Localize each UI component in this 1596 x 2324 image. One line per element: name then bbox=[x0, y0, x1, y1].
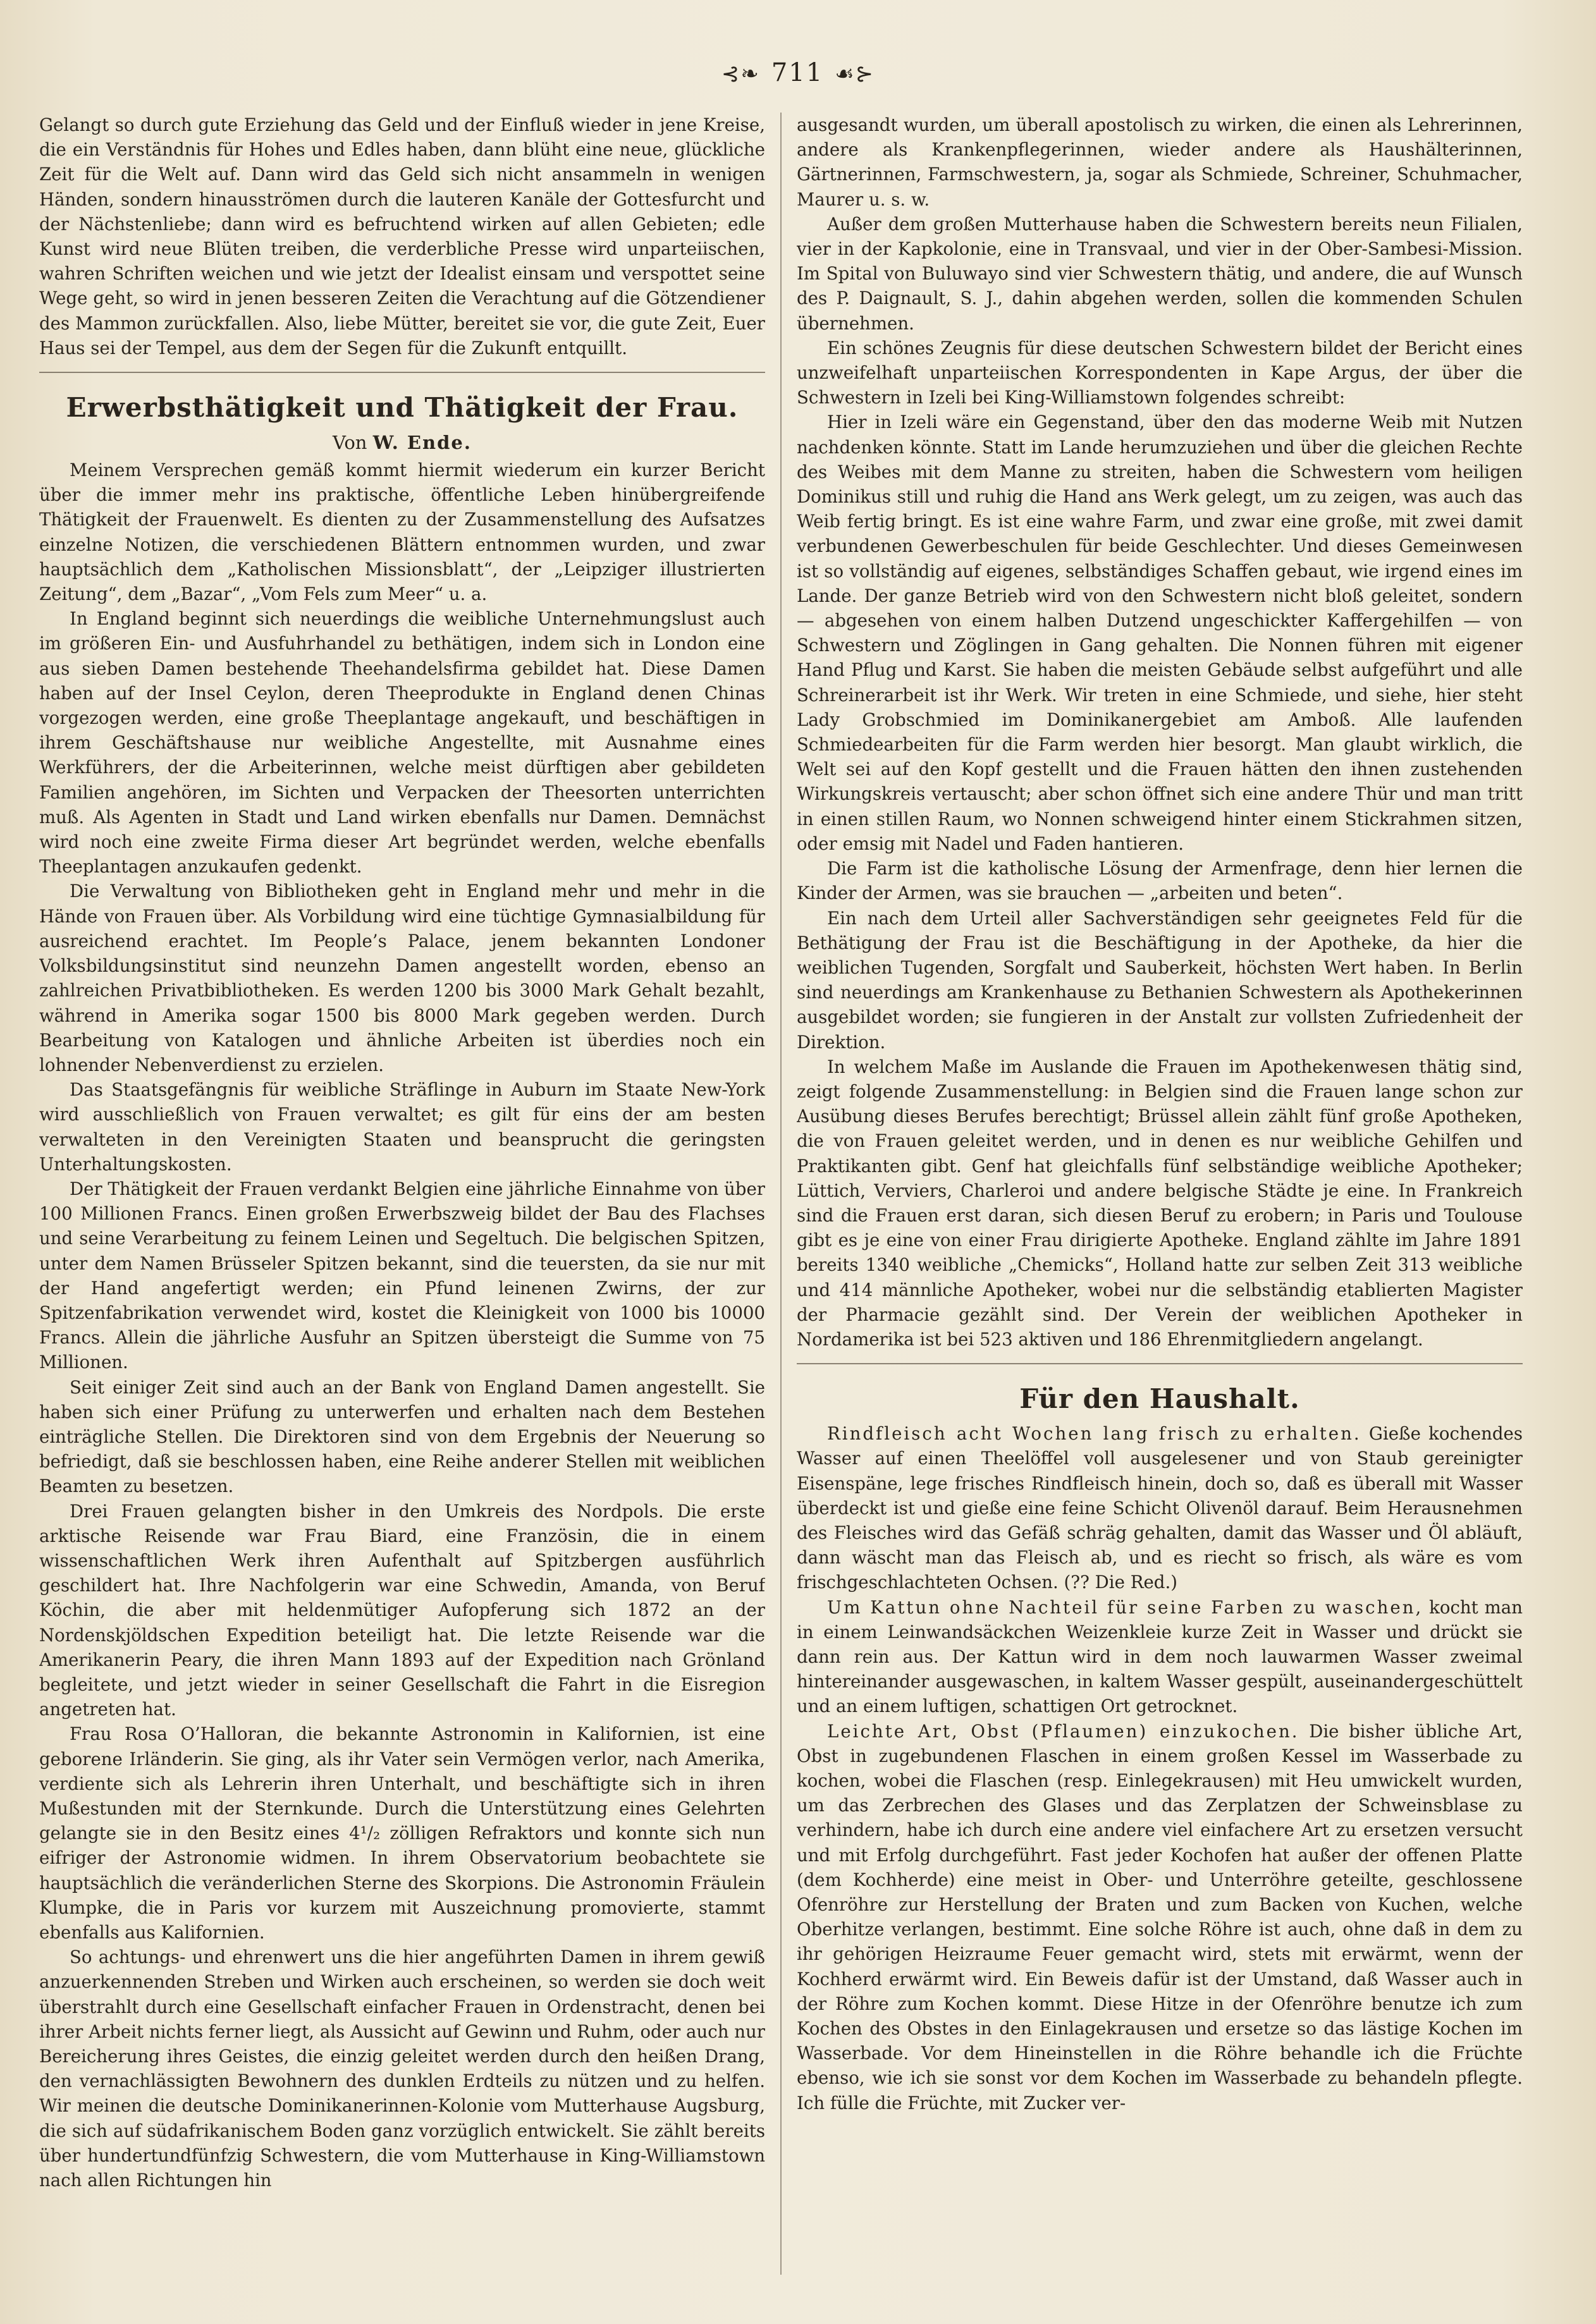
article-paragraph: Die Farm ist die katholische Lösung der Armenfrage, denn hier lernen die Kinder der Armen, was sie brauchen — „arbeiten und beten“. bbox=[797, 858, 1523, 904]
article-paragraph: In England beginnt sich neuerdings die weibliche Unternehmungslust auch im größeren Ein- und Ausfuhrhandel zu bethätigen, indem sich in London eine aus sieben Damen bestehende Theehandelsfirma gebildet hat. Diese Damen haben auf der Insel Ceylon, deren Theeprodukte in England denen Chinas vorgezogen werden, eine große Theeplantage angekauft, und beschäftigen in ihrem Geschäftshause nur weibliche Angestellte, mit Ausnahme eines Werkführers, der die Arbeiterinnen, welche meist dürftigen aber gebildeten Familien angehören, im Sichten und Verpacken der Theesorten unterrichten muß. Als Agenten in Stadt und Land wirken ebenfalls nur Damen. Demnächst wird noch eine zweite Firma dieser Art begründet werden, welche ebenfalls Theeplantagen anzukaufen gedenkt. bbox=[39, 608, 765, 878]
article-paragraph: Die Verwaltung von Bibliotheken geht in England mehr und mehr in die Hände von Frauen über. Als Vorbildung wird eine tüchtige Gymnasialbildung für ausreichend erachtet. Im People’s Palace, jenem bekannten Londoner Volksbildungsinstitut sind neunzehn Damen angestellt worden, ebenso an zahlreichen Privatbibliotheken. Es werden 1200 bis 3000 Mark Gehalt bezahlt, während in Amerika sogar 1500 bis 8000 Mark gegeben werden. Durch Bearbeitung von Katalogen und ähnliche Arbeiten ist überdies noch ein lohnender Nebenverdienst zu erzielen. bbox=[39, 881, 765, 1075]
left-column bbox=[39, 113, 765, 2287]
right-ornament-icon: ☙⊱ bbox=[835, 61, 875, 87]
article-paragraph: Ein schönes Zeugnis für diese deutschen Schwestern bildet der Bericht eines unzweifelhaft unparteiischen Korrespondenten in Kape Argus, der über die Schwestern in Izeli bei King-Williamstown folgendes schreibt: bbox=[797, 337, 1523, 408]
article-paragraph: Seit einiger Zeit sind auch an der Bank von England Damen angestellt. Sie haben sich einer Prüfung zu unterwerfen und erhalten nach dem Bestehen einträgliche Stellen. Die Direktoren sind von dem Ergebnis der Neuerung so befriedigt, daß sie beschlossen haben, eine Reihe anderer Stellen mit weiblichen Beamten zu besetzen. bbox=[39, 1376, 765, 1497]
article-paragraph: Außer dem großen Mutterhause haben die Schwestern bereits neun Filialen, vier in der Kapkolonie, eine in Transvaal, und vier in der Ober-Sambesi-Mission. Im Spital von Buluwayo sind vier Schwestern thätig, und andere, die auf Wunsch des P. Daignault, S. J., dahin abgehen werden, sollen die kommenden Schulen übernehmen. bbox=[797, 213, 1523, 334]
page-number-header bbox=[0, 58, 1596, 87]
article-paragraph: Frau Rosa O’Halloran, die bekannte Astronomin in Kalifornien, ist eine geborene Irländerin. Sie ging, als ihr Vater sein Vermögen verlor, nach Amerika, verdiente sich als Lehrerin ihren Unterhalt, und beschäftigte sich in ihren Mußestunden mit der Sternkunde. Durch die Unterstützung eines Gelehrten gelangte sie in den Besitz eines 4¹/₂ zölligen Refraktors und konnte sich nun eifriger der Astronomie widmen. In ihrem Observatorium beobachtete sie hauptsächlich die veränderlichen Sterne des Skorpions. Die Astronomin Fräulein Klumpke, die in Paris vor kurzem mit Auszeichnung promovierte, stammt ebenfalls aus Kalifornien. bbox=[39, 1723, 765, 1943]
household-tip-lead: Leichte Art, Obst (Pflaumen) einzukochen. bbox=[827, 1720, 1299, 1742]
household-tip-lead: Um Kattun ohne Nachteil für seine Farben zu waschen, bbox=[827, 1596, 1423, 1618]
column-divider bbox=[780, 113, 782, 2275]
household-title: Für den Haushalt. bbox=[1019, 1383, 1300, 1415]
article-paragraph: Drei Frauen gelangten bisher in den Umkreis des Nordpols. Die erste arktische Reisende war Frau Biard, eine Französin, die in einem wissenschaftlichen Werk ihren Aufenthalt auf Spitzbergen ausführlich geschildert hat. Ihre Nachfolgerin war eine Schwedin, Amanda, von Beruf Köchin, die aber mit heldenmütiger Aufopferung sich 1872 an der Nordenskjöldschen Expedition beteiligt hat. Die letzte Reisende war die Amerikanerin Peary, die ihren Mann 1893 auf der Expedition nach Grönland begleitete, und jetzt wieder in seiner Gesellschaft die Fahrt in die Eisregion angetreten hat. bbox=[39, 1500, 765, 1720]
article-paragraph: So achtungs- und ehrenwert uns die hier angeführten Damen in ihrem gewiß anzuerkennenden Streben und Wirken auch erscheinen, so werden sie doch weit überstrahlt durch eine Gesellschaft einfacher Frauen in Ordenstracht, denen bei ihrer Arbeit nichts ferner liegt, als Aussicht auf Gewinn und Ruhm, oder auch nur Bereicherung ihres Geistes, die einzig geleitet werden durch den heißen Drang, den vernachlässigten Bewohnern des dunklen Erdteils zu nützen und zu helfen. Wir meinen die deutsche Dominikanerinnen-Kolonie vom Mutterhause Augsburg, die sich auf südafrikanischem Boden ganz vorzüglich entwickelt. Sie zählt bereits über hundertundfünfzig Schwestern, die vom Mutterhause in King-Williamstown nach allen Richtungen hin bbox=[39, 1947, 765, 2191]
page-number: 711 bbox=[771, 58, 824, 87]
household-tip bbox=[797, 1421, 1523, 1594]
article-paragraph: In welchem Maße im Auslande die Frauen im Apothekenwesen thätig sind, zeigt folgende Zusammenstellung: in Belgien sind die Frauen lange schon zur Ausübung dieses Berufes berechtigt; Brüssel allein zählt fünf große Apotheken, die von Frauen geleitet werden, und in denen es nur weibliche Gehilfen und Praktikanten gibt. Genf hat gleichfalls fünf selbständige weibliche Apotheker; Lüttich, Verviers, Charleroi und andere belgische Städte je eine. In Frankreich sind die Frauen erst daran, sich diesen Beruf zu erobern; in Paris und Toulouse gibt es je eine von einer Frau dirigierte Apotheke. England zählte im Jahre 1891 bereits 1340 weibliche „Chemicks“, Holland hatte zur selben Zeit 313 weibliche und 414 männliche Apotheker, wobei nur die selbständig etablierten Magister der Pharmacie gezählt sind. Der Verein der weiblichen Apotheker in Nordamerika ist bei 523 aktiven und 186 Ehrenmitgliedern angelangt. bbox=[797, 1056, 1523, 1350]
article-paragraph: ausgesandt wurden, um überall apostolisch zu wirken, die einen als Lehrerinnen, andere als Krankenpflegerinnen, wieder andere als Haushälterinnen, Gärtnerinnen, Farmschwestern, ja, sogar als Schmiede, Schreiner, Schuhmacher, Maurer u. s. w. bbox=[797, 114, 1523, 210]
article-paragraph: Hier in Izeli wäre ein Gegenstand, über den das moderne Weib mit Nutzen nachdenken könnte. Statt im Lande herumzuziehen und über die gleichen Rechte des Weibes mit dem Manne zu streiten, haben die Schwestern vom heiligen Dominikus still und ruhig die Hand ans Werk gelegt, um zu zeigen, was auch das Weib fertig bringt. Es ist eine wahre Farm, und zwar eine große, mit zwei damit verbundenen Gewerbeschulen für beide Geschlechter. Und dieses Gemeinwesen ist so vollständig auf eigenes, selbständiges Schaffen gebaut, wie irgend eines im Lande. Der ganze Betrieb wird von den Schwestern nicht bloß geleitet, sondern — abgesehen von einem halben Dutzend ungeschickter Kaffergehilfen — von Schwestern und Zöglingen in Gang gehalten. Die Nonnen führen mit eigener Hand Pflug und Karst. Sie haben die meisten Gebäude selbst aufgeführt und alle Schreinerarbeit ist ihr Werk. Wir treten in eine Schmiede, und siehe, hier steht Lady Grobschmied im Dominikanergebiet am Amboß. Alle laufenden Schmiedearbeiten für die Farm werden hier besorgt. Man glaubt wirklich, die Welt sei auf den Kopf gestellt und die Frauen hätten den ihnen zustehenden Wirkungskreis vertauscht; aber schon öffnet sich eine andere Thür und man tritt in einen stillen Raum, wo Nonnen schweigend hinter einem Stickrahmen sitzen, oder emsig mit Nadel und Faden hantieren. bbox=[797, 412, 1523, 854]
section-rule bbox=[39, 372, 765, 373]
article-title: Erwerbsthätigkeit und Thätigkeit der Frau. bbox=[66, 392, 739, 424]
right-column bbox=[797, 113, 1523, 2287]
household-tip-text: Die bisher übliche Art, Obst in zugebundenen Flaschen in einem großen Kessel im Wasserbade zu kochen, wobei die Flaschen (resp. Einlegekrausen) mit Heu umwickelt wurden, um das Zerbrechen des Glases und das Zerplatzen der Schweinsblase zu verhindern, habe ich durch eine andere viel einfachere Art zu ersetzen versucht und mit Erfolg durchgeführt. Fast jeder Kochofen hat außer der offenen Platte (dem Kochherde) eine meist in Ober- und Unterröhre geteilte, geschlossene Ofenröhre zur Herstellung der Braten und zum Backen von Kuchen, welche Oberhitze verlangen, bestimmt. Eine solche Röhre ist auch, ohne daß in dem zu ihr gehörigen Heizraume Feuer gemacht wird, stets mit erwärmt, wenn der Kochherd erwärmt wird. Ein Beweis dafür ist der Umstand, daß Wasser auch in der Röhre zum Kochen kommt. Diese Hitze in der Ofenröhre benutze ich zum Kochen des Obstes in den Einlagekrausen und ersetze so das lästige Kochen im Wasserbade. Vor dem Hineinstellen in die Röhre behandle ich die Früchte ebenso, wie ich sie sonst vor dem Kochen im Wasserbade zu behandeln pflegte. Ich fülle die Früchte, mit Zucker ver- bbox=[797, 1720, 1523, 2113]
section-rule bbox=[797, 1363, 1523, 1364]
household-tip-text: Gieße kochendes Wasser auf einen Theelöffel voll ausgelesener und von Staub gereinigter Eisenspäne, lege frisches Rindfleisch hinein, doch so, daß es überall mit Wasser überdeckt ist und gieße eine feine Schicht Olivenöl darauf. Beim Herausnehmen des Fleisches wird das Gefäß schräg gehalten, damit das Wasser und Öl abläuft, dann wäscht man das Fleisch ab, und es riecht so frisch, als wäre es vom frischgeschlachteten Ochsen. (?? Die Red.) bbox=[797, 1423, 1523, 1593]
byline-prefix: Von bbox=[333, 432, 367, 454]
article-paragraph: Meinem Versprechen gemäß kommt hiermit wiederum ein kurzer Bericht über die immer mehr ins praktische, öffentliche Leben hinübergreifende Thätigkeit der Frauenwelt. Es dienten zu der Zusammenstellung des Aufsatzes einzelne Notizen, die verschiedenen Blättern entnommen wurden, und zwar hauptsächlich dem „Katholischen Missionsblatt“, der „Leipziger illustrierten Zeitung“, dem „Bazar“, „Vom Fels zum Meer“ u. a. bbox=[39, 460, 765, 605]
article-paragraph: Ein nach dem Urteil aller Sachverständigen sehr geeignetes Feld für die Bethätigung der Frau ist die Beschäftigung in der Apotheke, da hier die weiblichen Tugenden, Sorgfalt und Sauberkeit, höchsten Wert haben. In Berlin sind neuerdings am Krankenhause zu Bethanien Schwestern als Apothekerinnen ausgebildet worden; sie fungieren in der Anstalt zur vollsten Zufriedenheit der Direktion. bbox=[797, 907, 1523, 1053]
article-paragraph: Das Staatsgefängnis für weibliche Sträflinge in Auburn im Staate New-York wird ausschließlich von Frauen verwaltet; es gilt für eins der am besten verwalteten in den Vereinigten Staaten und beansprucht die geringsten Unterhaltungskosten. bbox=[39, 1079, 765, 1175]
household-tip-text: kocht man in einem Leinwandsäckchen Weizenkleie kurze Zeit in Wasser und drückt sie dann rein aus. Der Kattun wird in dem noch lauwarmen Wasser zweimal hintereinander ausgewaschen, in kaltem Wasser gespült, auseinandergeschüttelt und an einem luftigen, schattigen Ort getrocknet. bbox=[797, 1596, 1523, 1717]
byline-author: W. Ende. bbox=[372, 432, 472, 454]
article-byline bbox=[39, 430, 765, 455]
household-tip-lead: Rindfleisch acht Wochen lang frisch zu erhalten. bbox=[827, 1423, 1361, 1445]
intro-paragraph: Gelangt so durch gute Erziehung das Geld und der Einfluß wieder in jene Kreise, die ein Verständnis für Hohes und Edles haben, dann blüht eine neue, glückliche Zeit für die Welt auf. Dann wird das Geld sich nicht ansammeln in wenigen Händen, sondern hinausströmen durch die lauteren Kanäle der Gottesfurcht und der Nächstenliebe; dann wird es befruchtend wirken auf allen Gebieten; edle Kunst wird neue Blüten treiben, die verderbliche Presse wird unparteiischen, wahren Schriften weichen und wie jetzt der Idealist einsam und verspottet seine Wege geht, so wird in jenen besseren Zeiten die Verachtung auf die Götzendiener des Mammon zurückfallen. Also, liebe Mütter, bereitet sie vor, die gute Zeit, Euer Haus sei der Tempel, aus dem der Segen für die Zukunft entquillt. bbox=[39, 114, 765, 358]
household-tip bbox=[797, 1595, 1523, 1719]
article-paragraph: Der Thätigkeit der Frauen verdankt Belgien eine jährliche Einnahme von über 100 Millionen Francs. Einen großen Erwerbszweig bildet der Bau des Flachses und seine Verarbeitung zu feinem Leinen und Segeltuch. Die belgischen Spitzen, unter dem Namen Brüsseler Spitzen bekannt, sind die teuersten, da sie nur mit der Hand angefertigt werden; ein Pfund leinenen Zwirns, der zur Spitzenfabrikation verwendet wird, kostet die Kleinigkeit von 1000 bis 10000 Francs. Allein die jährliche Ausfuhr an Spitzen übersteigt die Summe von 75 Millionen. bbox=[39, 1178, 765, 1373]
left-ornament-icon: ⊰❧ bbox=[721, 61, 760, 87]
household-tip bbox=[797, 1719, 1523, 2115]
